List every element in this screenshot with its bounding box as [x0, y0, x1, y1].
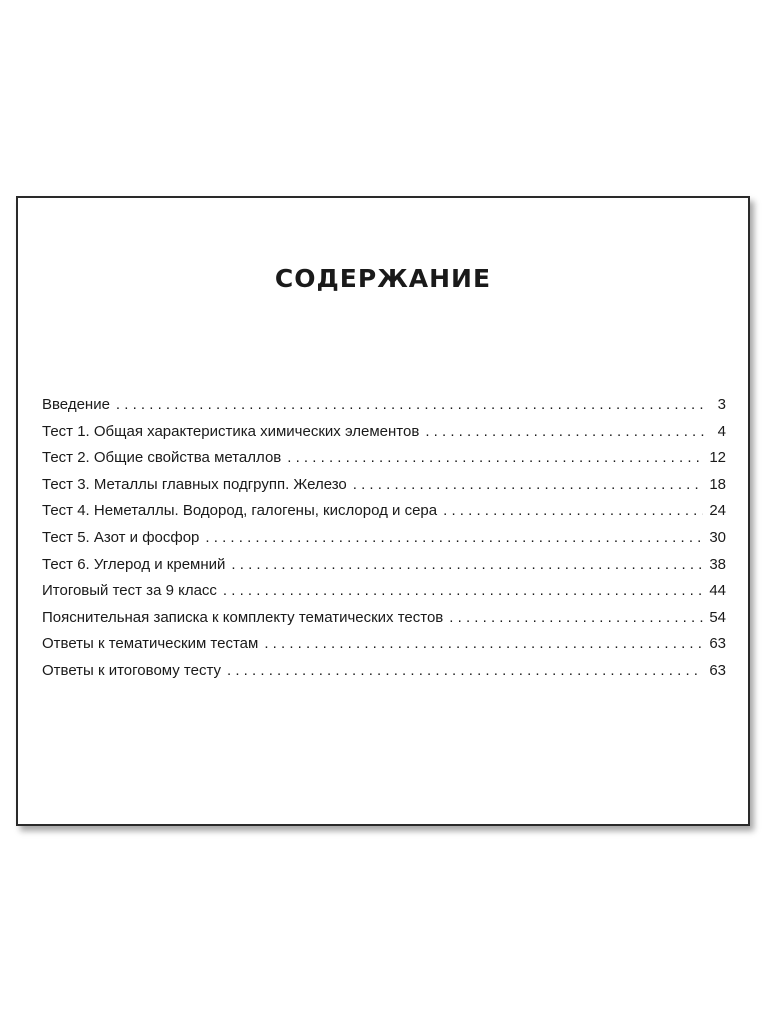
dot-leader [205, 529, 703, 546]
dot-leader [223, 582, 703, 599]
toc-entry [42, 476, 726, 503]
toc-entry-label: Пояснительная записка к комплекту тематических тестов [42, 608, 444, 626]
toc-entry-label: Ответы к итоговому тесту [42, 661, 222, 679]
toc-entry-page: 63 [709, 635, 726, 653]
toc-entry-page: 54 [709, 608, 726, 626]
dot-leader [227, 662, 703, 679]
toc-entry-page: 4 [717, 422, 726, 440]
toc-entry [42, 556, 726, 583]
toc-entry-label: Тест 5. Азот и фосфор [42, 528, 200, 546]
dot-leader [443, 502, 703, 519]
toc-entry-page: 12 [709, 449, 726, 467]
toc-entry [42, 609, 726, 636]
toc-entry-page: 18 [709, 475, 726, 493]
toc-entry-label: Тест 3. Металлы главных подгрупп. Железо [42, 475, 347, 493]
toc-entry-label: Введение [42, 396, 110, 413]
toc-entry-page: 24 [709, 502, 726, 520]
dot-leader [425, 423, 704, 440]
toc-entry-label: Итоговый тест за 9 класс [42, 582, 217, 600]
toc-entry [42, 635, 726, 662]
toc-entry-page: 38 [709, 555, 726, 573]
toc-entry-page: 3 [717, 396, 726, 413]
dot-leader [264, 635, 703, 652]
toc-entry [42, 582, 726, 609]
toc-entry-label: Ответы к тематическим тестам [42, 635, 259, 653]
page-title: СОДЕРЖАНИЕ [274, 264, 492, 293]
toc-entry-page: 30 [709, 528, 726, 546]
contents-card [16, 196, 750, 826]
dot-leader [116, 396, 704, 413]
toc-entry [42, 662, 726, 689]
dot-leader [449, 609, 703, 626]
toc-entry-label: Тест 4. Неметаллы. Водород, галогены, кислород и сера [42, 502, 438, 520]
toc-entry [42, 423, 726, 450]
toc-entry-label: Тест 6. Углерод и кремний [42, 555, 226, 573]
toc-entry [42, 449, 726, 476]
toc-entry-label: Тест 2. Общие свойства металлов [42, 449, 282, 467]
toc-entry-page: 44 [709, 582, 726, 600]
toc-entry [42, 529, 726, 556]
toc-entry [42, 502, 726, 529]
toc-entry [42, 396, 726, 423]
toc-entry-label: Тест 1. Общая характеристика химических элементов [42, 422, 420, 440]
toc-entry-page: 63 [709, 661, 726, 679]
dot-leader [287, 449, 703, 466]
dot-leader [353, 476, 704, 493]
table-of-contents [42, 396, 726, 689]
dot-leader [231, 556, 703, 573]
